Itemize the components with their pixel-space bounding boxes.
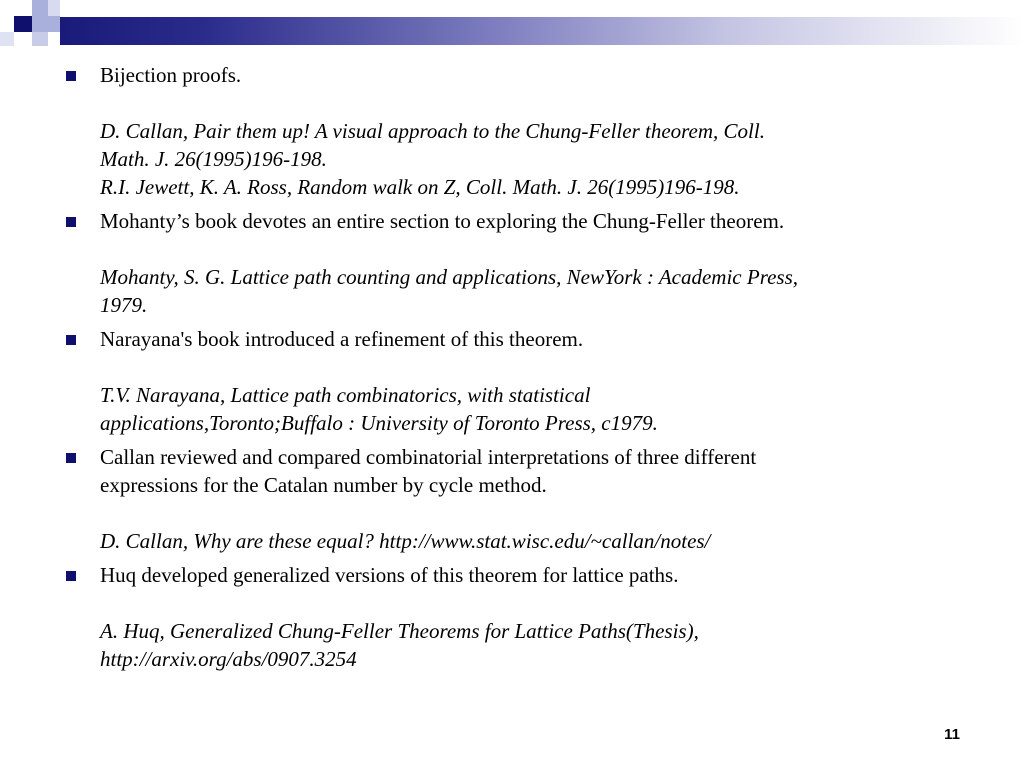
header-square-pale <box>48 0 60 16</box>
reference-line: Math. J. 26(1995)196-198. <box>100 147 327 171</box>
header-gradient-bar <box>60 17 1024 45</box>
header-square-dark <box>14 16 32 32</box>
reference-line: Mohanty, S. G. Lattice path counting and applications, NewYork : Academic Press, <box>100 265 799 289</box>
bullet-text: Bijection proofs. <box>100 63 242 87</box>
square-bullet-icon <box>66 71 76 81</box>
bullet-item <box>60 61 980 201</box>
reference-line: A. Huq, Generalized Chung-Feller Theorems for Lattice Paths(Thesis), <box>100 619 699 643</box>
reference-line: T.V. Narayana, Lattice path combinatorics, with statistical <box>100 383 591 407</box>
reference-line: http://arxiv.org/abs/0907.3254 <box>100 647 357 671</box>
reference-line: D. Callan, Why are these equal? http://www.stat.wisc.edu/~callan/notes/ <box>100 529 711 553</box>
bullet-text-line: expressions for the Catalan number by cycle method. <box>100 473 547 497</box>
reference-line: 1979. <box>100 293 148 317</box>
header-square-pale-small <box>0 32 14 46</box>
slide-content <box>60 60 980 673</box>
bullet-text: Huq developed generalized versions of this theorem for lattice paths. <box>100 563 679 587</box>
bullet-item <box>60 207 980 319</box>
page-number: 11 <box>944 726 960 743</box>
square-bullet-icon <box>66 453 76 463</box>
bullet-item <box>60 443 980 555</box>
bullet-item <box>60 561 980 673</box>
header-square-light-small <box>32 32 48 46</box>
reference-line: R.I. Jewett, K. A. Ross, Random walk on Z, Coll. Math. J. 26(1995)196-198. <box>100 175 740 199</box>
bullet-text: Narayana's book introduced a refinement of this theorem. <box>100 327 584 351</box>
reference-line: D. Callan, Pair them up! A visual approach to the Chung-Feller theorem, Coll. <box>100 119 765 143</box>
square-bullet-icon <box>66 335 76 345</box>
square-bullet-icon <box>66 217 76 227</box>
bullet-text-line: Callan reviewed and compared combinatorial interpretations of three different <box>100 445 757 469</box>
bullet-item <box>60 325 980 437</box>
reference-line: applications,Toronto;Buffalo : University of Toronto Press, c1979. <box>100 411 658 435</box>
bullet-text: Mohanty’s book devotes an entire section to exploring the Chung-Feller theorem. <box>100 209 785 233</box>
square-bullet-icon <box>66 571 76 581</box>
